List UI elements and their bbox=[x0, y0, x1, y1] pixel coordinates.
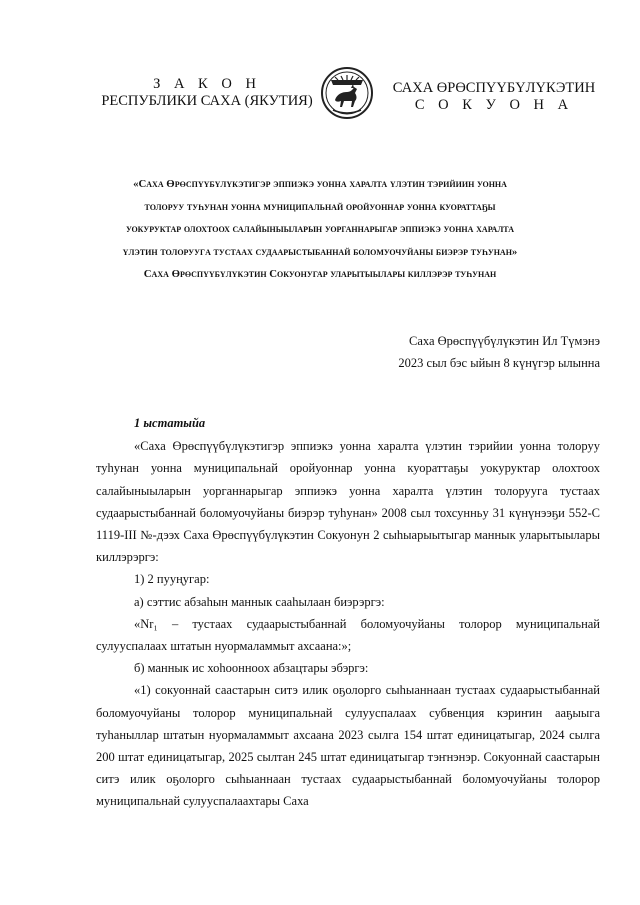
law-title-line: «Саха Өрөспүүбүлүкэтигэр эппиэкэ уонна харалта үлэтин тэрийиин уонна bbox=[133, 178, 507, 190]
body-paragraph: «1) сокуоннай саастарын ситэ илик оҕолорго сыһыаннаан тустаах судаарыстыбаннай боломуочуйаны толорор муниципальнай сулууспалаах субвенция кэриҥин ааҕыыга туһаныллар штатын нуормаламмыт ахсаана 2023 сылга 154 штат единицатыгар, 2024 сылга 200 штат единицатыгар, 2025 сылтан 245 штат единицатыгар тэҥнэнэр. Сокуоннай саастарын ситэ илик оҕолорго сыһыаннаан тустаах судаарыстыбаннай боломуочуйаны толорор муниципальнай сулууспалаахтары Саха bbox=[96, 683, 600, 809]
adoption-date: 2023 сыл бэс ыйын 8 күнүгэр ылынна bbox=[398, 356, 600, 370]
law-title bbox=[100, 173, 540, 286]
body-paragraph: «Nr₁ – тустаах судаарыстыбаннай боломуочуйаны толорор муниципальнай сулууспалаах штатын нуормаламмыт ахсаана:»; bbox=[96, 616, 600, 654]
law-title-line: толоруу туһунан уонна муниципальнай оройуоннар уонна куораттаҕы bbox=[144, 200, 496, 213]
law-title-line: Саха Өрөспүүбүлүкэтин Сокуонугар уларытыылары киллэрэр туһунан bbox=[143, 268, 497, 280]
adoption-block bbox=[398, 330, 600, 374]
law-header-ru-line1: З А К О Н bbox=[153, 76, 261, 92]
article-title: 1 ыстатыйа bbox=[134, 416, 206, 430]
law-header-ru bbox=[96, 76, 318, 110]
body-paragraph: 1) 2 пууңугар: bbox=[134, 572, 210, 587]
law-header-ru-line2: РЕСПУБЛИКИ САХА (ЯКУТИЯ) bbox=[101, 93, 313, 109]
law-header-sakha-line1: САХА ӨРӨСПҮҮБҮЛҮКЭТИН bbox=[392, 80, 596, 96]
body-paragraph: а) сэттис абзаһын маннык сааһылаан биэрэргэ: bbox=[134, 594, 385, 609]
law-title-line: уокуруктар олохтоох салайыныыларын уорганнарыгар эппиэкэ уонна харалта bbox=[125, 223, 515, 235]
law-body bbox=[96, 412, 600, 813]
law-header-sakha-line2: С О К У О Н А bbox=[414, 97, 574, 113]
adoption-body: Саха Өрөспүүбүлүкэтин Ил Түмэнэ bbox=[408, 334, 600, 348]
law-header-sakha bbox=[380, 80, 608, 114]
body-paragraph: «Саха Өрөспүүбүлүкэтигэр эппиэкэ уонна харалта үлэтин тэрийии уонна толоруу туһунан уонна муниципальнай оройуоннар уонна куораттаҕы уокуруктар олохтоох салайыныыларын уорганнарыгар эппиэкэ уонна харалта үлэтин толоруугa тустаах судаарыстыбаннай боломуочуйаны биэрэр туһунан» 2008 сыл тохсунньу 31 күнүнээҕи 552-С 1119-III №-дээх Саха Өрөспүүбүлүкэтин Сокуонун 2 сыһыарыытыгар маннык уларытыылары киллэрэргэ: bbox=[96, 439, 600, 565]
body-paragraph: б) маннык ис хоһоонноох абзацтары эбэргэ: bbox=[134, 661, 369, 676]
coat-of-arms-emblem-icon bbox=[320, 66, 374, 120]
law-title-line: үлэтин толоруугa тустаах судаарыстыбаннай боломуочуйаны биэрэр туһунан» bbox=[122, 245, 518, 258]
